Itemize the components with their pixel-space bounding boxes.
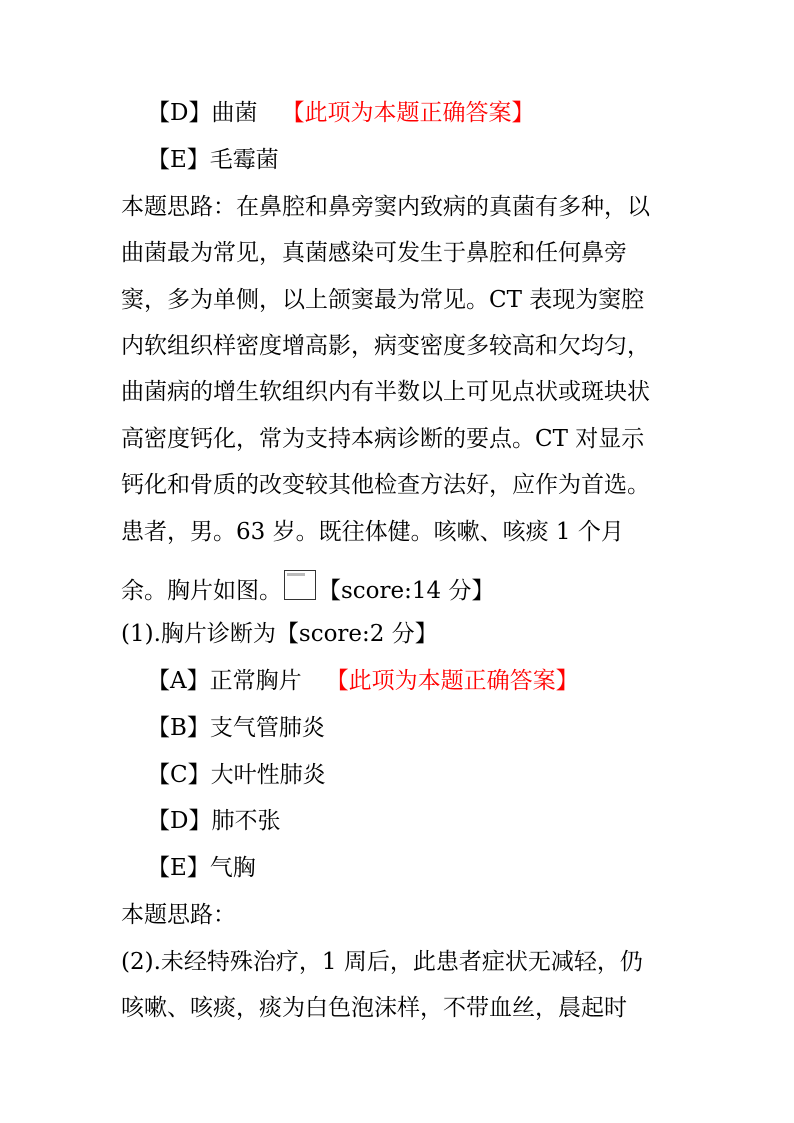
option-text: 【C】大叶性肺炎 [147,762,326,788]
correct-answer-marker: 【此项为本题正确答案】 [325,668,579,694]
option-e-mucor [147,145,707,175]
option-a-normal-chest [147,666,707,696]
option-text: 【D】肺不张 [147,808,281,834]
option-e-pneumothorax [147,853,707,883]
explanation-heading [121,900,681,930]
paragraph-text: 钙化和骨质的改变较其他检查方法好，应作为首选。 [121,472,650,498]
option-c-lobar-pneumonia [147,760,707,790]
option-d-curvularia [147,98,707,128]
question-text: (1).胸片诊断为【score:2 分】 [121,621,438,647]
chest-xray-image-thumbnail[interactable] [284,570,316,600]
option-text: 【B】支气管肺炎 [147,715,325,741]
score-label: 【score:14 分】 [318,578,495,604]
paragraph-text: 内软组织样密度增高影，病变密度多较高和欠均匀， [121,333,650,359]
option-text: 【D】曲菌 [147,100,258,126]
question-text: (2).未经特殊治疗，1 周后，此患者症状无减轻，仍 [121,949,643,975]
explanation-line [121,285,681,315]
explanation-line [121,377,681,407]
explanation-line [121,424,681,454]
explanation-line [121,470,681,500]
image-placeholder-mark [287,573,305,576]
option-text: 【E】气胸 [147,855,256,881]
paragraph-text: 高密度钙化，常为支持本病诊断的要点。CT 对显示 [121,426,645,452]
case-description-line [121,517,681,547]
correct-answer-marker: 【此项为本题正确答案】 [281,100,535,126]
paragraph-text: 窦，多为单侧，以上颌窦最为常见。CT 表现为窦腔 [121,287,645,313]
paragraph-text: 曲菌最为常见，真菌感染可发生于鼻腔和任何鼻旁 [121,240,627,266]
paragraph-text: 本题思路：在鼻腔和鼻旁窦内致病的真菌有多种，以 [121,194,650,220]
paragraph-text: 余。胸片如图。 [121,578,282,604]
question-2-stem [121,993,681,1023]
paragraph-text: 曲菌病的增生软组织内有半数以上可见点状或斑块状 [121,379,650,405]
question-2-stem [121,947,681,977]
option-d-atelectasis [147,806,707,836]
question-text: 咳嗽、咳痰，痰为白色泡沫样，不带血丝，晨起时 [121,995,627,1021]
option-text: 【A】正常胸片 [147,668,302,694]
option-b-bronchopneumonia [147,713,707,743]
question-1-stem [121,619,681,649]
paragraph-text: 本题思路： [121,902,236,928]
paragraph-text: 患者，男。63 岁。既往体健。咳嗽、咳痰 1 个月 [121,519,624,545]
explanation-line [121,192,681,222]
explanation-line [121,238,681,268]
explanation-line [121,331,681,361]
option-text: 【E】毛霉菌 [147,147,279,173]
case-description-line [121,570,681,606]
